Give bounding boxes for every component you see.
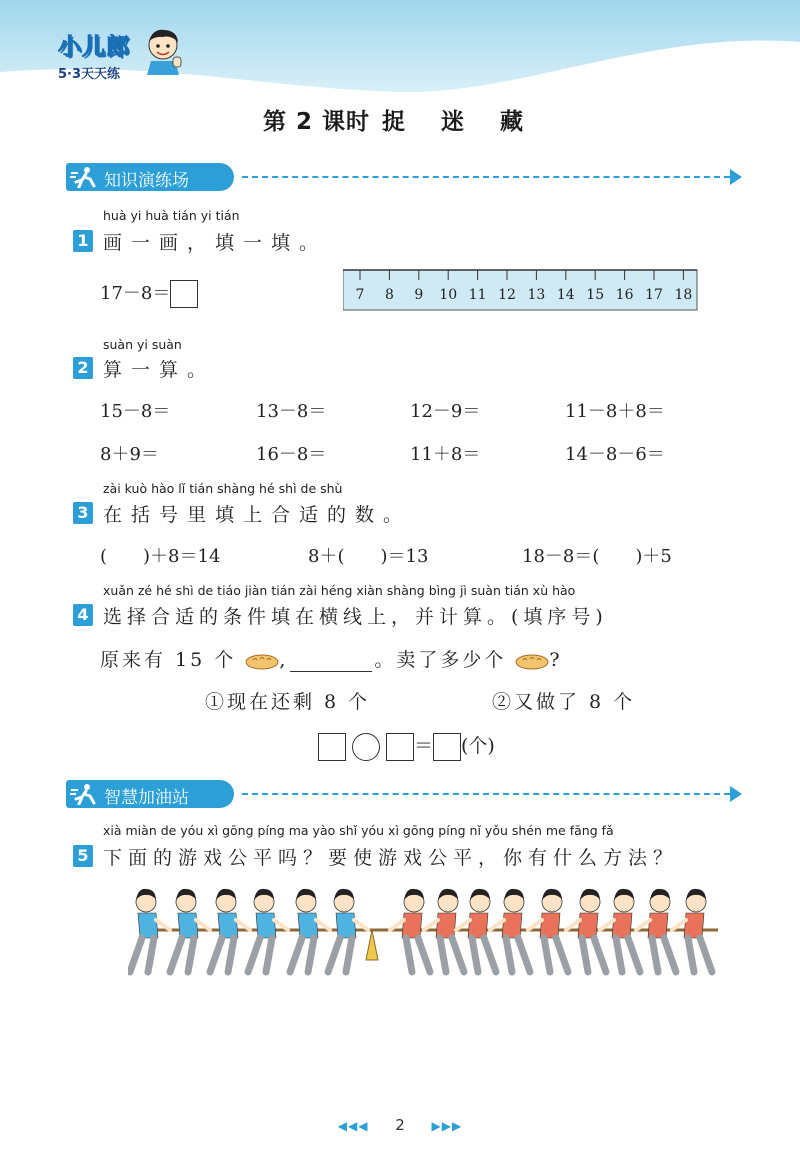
q2-instruction: 算一算。	[103, 359, 216, 381]
q1-equation	[100, 279, 198, 308]
q4-sentence-end: ?	[549, 649, 563, 671]
q1-number: 1	[73, 230, 93, 252]
q4-answer-line[interactable]	[290, 671, 372, 672]
page-title	[0, 103, 800, 136]
q4-pinyin: xuǎn zé hé shì de tiáo jiàn tián zài héng xiàn shàng bìng jì suàn tián xù hào	[103, 583, 576, 598]
q2-item: 8＋9＝	[100, 444, 159, 465]
section-arrow-icon	[730, 169, 742, 185]
section-label-practice	[66, 163, 234, 191]
q4-option-1: ①现在还剩 8 个	[205, 691, 371, 713]
section-dashed-line	[242, 793, 730, 795]
q4-sentence: 原来有 15 个 , 。卖了多少个 ?	[100, 649, 563, 671]
section-label-wisdom	[66, 780, 234, 808]
q2-pinyin: suàn yi suàn	[103, 337, 182, 352]
q2-item: 12－9＝	[410, 401, 481, 422]
ruler-number: 11	[468, 287, 487, 303]
ruler-number: 8	[384, 287, 394, 303]
q1-instruction: 画一画，填一填。	[103, 232, 328, 254]
q3-item: 8＋( )＝13	[308, 546, 429, 567]
section-dashed-line	[242, 176, 730, 178]
q1-pinyin: huà yi huà tián yi tián	[103, 208, 240, 223]
bread-icon	[515, 652, 549, 670]
q3-number: 3	[73, 502, 93, 524]
prev-arrows-icon: ◀◀◀	[337, 1119, 369, 1133]
q2-item: 15－8＝	[100, 401, 171, 422]
q3-item: ( )＋8＝14	[100, 546, 221, 567]
number-ruler	[343, 266, 699, 314]
q4-option-2: ②又做了 8 个	[492, 691, 636, 713]
q2-item: 11＋8＝	[410, 444, 481, 465]
q3-instruction: 在括号里填上合适的数。	[103, 504, 412, 526]
q4-sentence-b: 。卖了多少个	[374, 649, 507, 671]
page-number: 2	[395, 1116, 405, 1134]
ruler-number: 10	[439, 287, 458, 303]
brand-logo	[58, 28, 130, 82]
q4-unit: (个)	[461, 735, 495, 757]
ruler-number: 9	[414, 287, 424, 303]
running-figure-icon	[70, 783, 100, 805]
section-arrow-icon	[730, 786, 742, 802]
lesson-name: 捉 迷 藏	[382, 109, 538, 135]
q5-pinyin: xià miàn de yóu xì gōng píng ma yào shǐ yóu xì gōng píng nǐ yǒu shén me fāng fǎ	[103, 823, 614, 838]
running-figure-icon	[70, 166, 100, 188]
answer-box[interactable]	[170, 280, 198, 308]
q4-sentence-a: 原来有 15 个	[100, 649, 237, 671]
q1-equation-text: 17－8＝	[100, 283, 171, 304]
q2-item: 16－8＝	[256, 444, 327, 465]
ruler-number: 14	[556, 287, 575, 303]
q4-instruction: 选择合适的条件填在横线上，并计算。(填序号)	[103, 606, 608, 628]
answer-box[interactable]	[318, 733, 346, 761]
q2-item: 13－8＝	[256, 401, 327, 422]
bread-icon	[245, 652, 279, 670]
ruler-number: 7	[355, 287, 365, 303]
ruler-number: 17	[645, 287, 663, 303]
section-bar-practice	[66, 163, 742, 193]
q5-instruction: 下面的游戏公平吗？要使游戏公平，你有什么方法？	[103, 847, 679, 869]
section-bar-wisdom	[66, 780, 742, 810]
q4-number: 4	[73, 604, 93, 626]
ruler-number: 13	[527, 287, 546, 303]
q2-item: 14－8－6＝	[565, 444, 665, 465]
ruler-number: 12	[498, 287, 516, 303]
ruler-number: 16	[615, 287, 634, 303]
page-footer	[0, 1116, 800, 1134]
answer-box[interactable]	[386, 733, 414, 761]
logo-subtitle: 5·3天天练	[58, 67, 121, 82]
tug-of-war-illustration	[128, 880, 738, 980]
q3-item: 18－8＝( )＋5	[522, 546, 672, 567]
mascot-boy-icon	[143, 27, 185, 75]
q3-pinyin: zài kuò hào lǐ tián shàng hé shì de shù	[103, 481, 343, 496]
logo-title: 小儿郎	[58, 34, 130, 60]
q2-number: 2	[73, 357, 93, 379]
operator-circle[interactable]	[352, 733, 380, 761]
section-title-wisdom: 智慧加油站	[104, 788, 189, 808]
lesson-number: 第 2 课时	[262, 109, 370, 135]
ruler-number: 18	[674, 287, 693, 303]
ruler-number: 15	[586, 287, 605, 303]
next-arrows-icon: ▶▶▶	[431, 1119, 463, 1133]
section-title-practice: 知识演练场	[104, 171, 189, 191]
q5-number: 5	[73, 845, 93, 867]
answer-box[interactable]	[433, 733, 461, 761]
q4-answer-equation: ＝ (个)	[318, 731, 495, 761]
q2-item: 11－8＋8＝	[565, 401, 665, 422]
